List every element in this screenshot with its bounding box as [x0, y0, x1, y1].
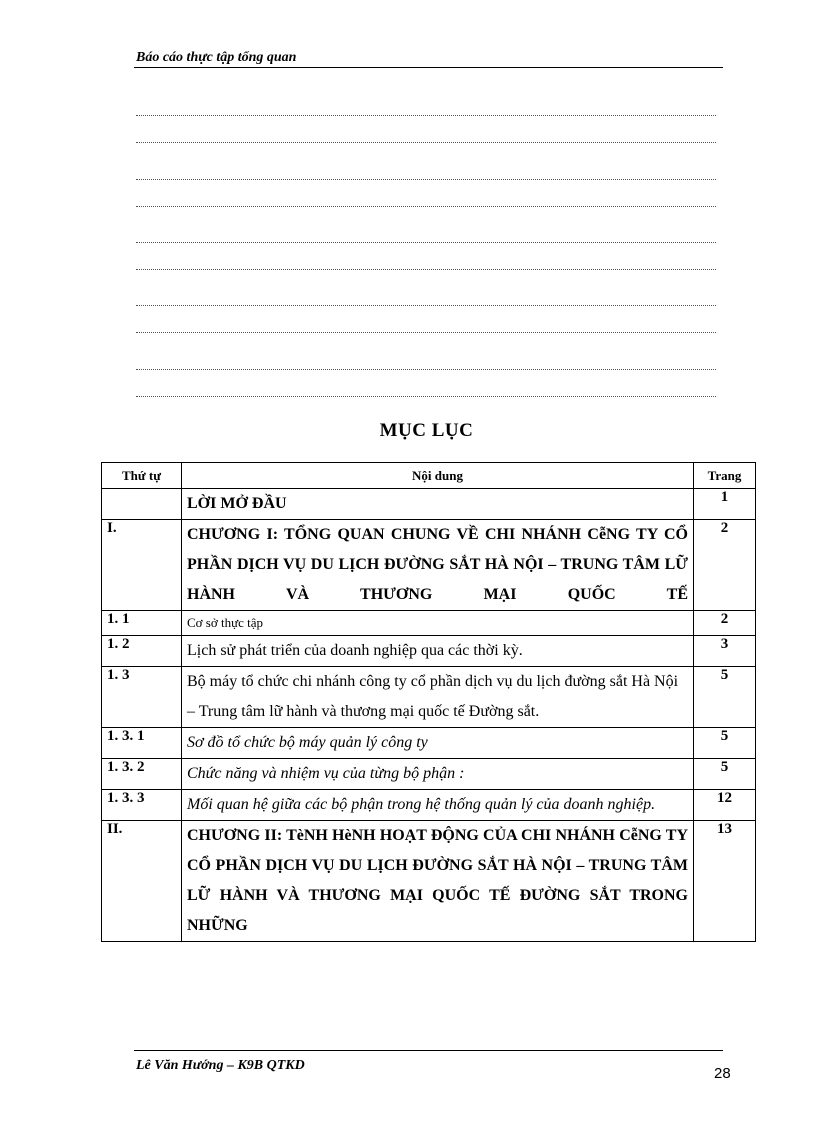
- toc-entry: Mối quan hệ giữa các bộ phận trong hệ thống quản lý của doanh nghiệp.: [182, 790, 694, 821]
- table-row: [102, 489, 756, 520]
- toc-page: 1: [694, 489, 756, 520]
- footer-rule: [134, 1050, 723, 1051]
- toc-heading: MỤC LỤC: [379, 420, 474, 441]
- toc-number: 1. 1: [102, 611, 182, 636]
- table-row: [102, 520, 756, 611]
- toc-number: II.: [102, 821, 182, 942]
- toc-header-row: [102, 463, 756, 489]
- toc-page: 5: [694, 728, 756, 759]
- toc-page: 2: [694, 611, 756, 636]
- table-row: [102, 821, 756, 942]
- table-row: [102, 790, 756, 821]
- toc-number: 1. 3: [102, 667, 182, 728]
- column-header-content: Nội dung: [182, 463, 694, 489]
- dotted-line: [136, 142, 716, 143]
- dotted-line: [136, 242, 716, 243]
- toc-entry: Bộ máy tổ chức chi nhánh công ty cổ phần dịch vụ du lịch đường sắt Hà Nội – Trung tâm lữ hành và thương mại quốc tế Đường sắt.: [182, 667, 694, 728]
- toc-number: 1. 3. 2: [102, 759, 182, 790]
- dotted-line: [136, 269, 716, 270]
- toc-page: 5: [694, 667, 756, 728]
- table-row: [102, 728, 756, 759]
- toc-number: 1. 3. 1: [102, 728, 182, 759]
- toc-page: 5: [694, 759, 756, 790]
- toc-page: 2: [694, 520, 756, 611]
- footer-author: Lê Văn Hướng – K9B QTKD: [136, 1058, 305, 1073]
- dotted-line: [136, 206, 716, 207]
- column-header-order: Thứ tự: [102, 463, 182, 489]
- toc-entry: Sơ đồ tổ chức bộ máy quản lý công ty: [182, 728, 694, 759]
- dotted-line: [136, 115, 716, 116]
- dotted-line: [136, 179, 716, 180]
- dotted-line: [136, 305, 716, 306]
- table-row: [102, 667, 756, 728]
- dotted-line: [136, 369, 716, 370]
- toc-page: 12: [694, 790, 756, 821]
- toc-entry: Chức năng và nhiệm vụ của từng bộ phận :: [182, 759, 694, 790]
- toc-number: I.: [102, 520, 182, 611]
- toc-page: 3: [694, 636, 756, 667]
- toc-number: 1. 3. 3: [102, 790, 182, 821]
- table-row: [102, 636, 756, 667]
- toc-page: 13: [694, 821, 756, 942]
- toc-number: 1. 2: [102, 636, 182, 667]
- header-rule: [134, 67, 723, 68]
- toc-entry: CHƯƠNG II: TèNH HèNH HOẠT ĐỘNG CỦA CHI NHÁNH CễNG TY CỔ PHẦN DỊCH VỤ DU LỊCH ĐƯỜNG SẮT HÀ NỘI – TRUNG TÂM LỮ HÀNH VÀ THƯƠNG MẠI QUỐC TẾ ĐƯỜNG SẮT TRONG NHỮNG: [182, 821, 694, 942]
- table-row: [102, 759, 756, 790]
- column-header-page: Trang: [694, 463, 756, 489]
- toc-table: [101, 462, 756, 942]
- header-title: Báo cáo thực tập tổng quan: [136, 50, 297, 65]
- dotted-line: [136, 396, 716, 397]
- dotted-line: [136, 332, 716, 333]
- toc-entry: CHƯƠNG I: TỔNG QUAN CHUNG VỀ CHI NHÁNH CễNG TY CỔ PHẦN DỊCH VỤ DU LỊCH ĐƯỜNG SẮT HÀ NỘI – TRUNG TÂM LỮ HÀNH VÀ THƯƠNG MẠI QUỐC TẾ: [182, 520, 694, 611]
- toc-entry: Lịch sử phát triển của doanh nghiệp qua các thời kỳ.: [182, 636, 694, 667]
- table-row: [102, 611, 756, 636]
- toc-entry: Cơ sở thực tập: [182, 611, 694, 636]
- toc-entry: LỜI MỞ ĐẦU: [182, 489, 694, 520]
- page-number: 28: [714, 1065, 731, 1082]
- toc-number: [102, 489, 182, 520]
